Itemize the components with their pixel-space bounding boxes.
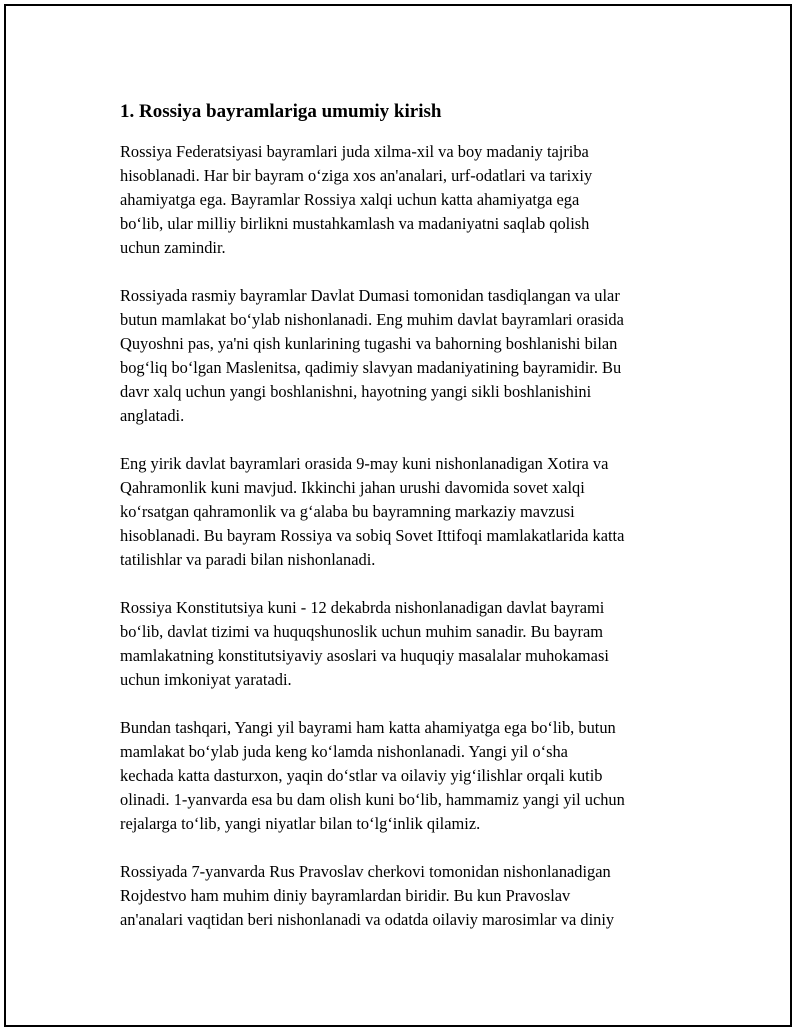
text-line: kechada katta dasturxon, yaqin do‘stlar va oilaviy yig‘ilishlar orqali kutib [120, 766, 603, 785]
text-line: Bundan tashqari, Yangi yil bayrami ham katta ahamiyatga ega bo‘lib, butun [120, 718, 616, 737]
paragraph-1 [120, 140, 700, 260]
text-line: Eng yirik davlat bayramlari orasida 9-may kuni nishonlanadigan Xotira va [120, 454, 609, 473]
text-line: bog‘liq bo‘lgan Maslenitsa, qadimiy slavyan madaniyatining bayramidir. Bu [120, 358, 622, 377]
paragraph-3 [120, 452, 700, 572]
section-heading: 1. Rossiya bayramlariga umumiy kirish [120, 101, 442, 122]
text-line: mamlakat bo‘ylab juda keng ko‘lamda nishonlanadi. Yangi yil o‘sha [120, 742, 568, 761]
text-line: rejalarga to‘lib, yangi niyatlar bilan to‘lg‘inlik qilamiz. [120, 814, 481, 833]
text-line: olinadi. 1-yanvarda esa bu dam olish kuni bo‘lib, hammamiz yangi yil uchun [120, 790, 625, 809]
text-line: bo‘lib, davlat tizimi va huquqshunoslik uchun muhim sanadir. Bu bayram [120, 622, 604, 641]
text-line: hisoblanadi. Bu bayram Rossiya va sobiq Sovet Ittifoqi mamlakatlarida katta [120, 526, 625, 545]
paragraph-4 [120, 596, 700, 692]
text-line: Rossiya Federatsiyasi bayramlari juda xilma-xil va boy madaniy tajriba [120, 142, 589, 161]
text-line: anglatadi. [120, 406, 185, 425]
paragraph-6 [120, 860, 700, 932]
text-line: uchun imkoniyat yaratadi. [120, 670, 292, 689]
paragraph-5 [120, 716, 700, 836]
paragraph-2 [120, 284, 700, 428]
text-line: Rossiya Konstitutsiya kuni - 12 dekabrda nishonlanadigan davlat bayrami [120, 598, 605, 617]
text-line: Rossiyada rasmiy bayramlar Davlat Dumasi tomonidan tasdiqlangan va ular [120, 286, 620, 305]
document-body [120, 100, 700, 956]
text-line: tatilishlar va paradi bilan nishonlanadi. [120, 550, 376, 569]
text-line: butun mamlakat bo‘ylab nishonlanadi. Eng muhim davlat bayramlari orasida [120, 310, 624, 329]
text-line: mamlakatning konstitutsiyaviy asoslari va huquqiy masalalar muhokamasi [120, 646, 609, 665]
text-line: an'analari vaqtidan beri nishonlanadi va odatda oilaviy marosimlar va diniy [120, 910, 615, 929]
text-line: ahamiyatga ega. Bayramlar Rossiya xalqi uchun katta ahamiyatga ega [120, 190, 580, 209]
text-line: hisoblanadi. Har bir bayram o‘ziga xos an'analari, urf-odatlari va tarixiy [120, 166, 593, 185]
text-line: bo‘lib, ular milliy birlikni mustahkamlash va madaniyatni saqlab qolish [120, 214, 590, 233]
text-line: davr xalq uchun yangi boshlanishni, hayotning yangi sikli boshlanishini [120, 382, 592, 401]
text-line: ko‘rsatgan qahramonlik va g‘alaba bu bayramning markaziy mavzusi [120, 502, 575, 521]
page-border [4, 4, 792, 1027]
text-line: uchun zamindir. [120, 238, 226, 257]
text-line: Quyoshni pas, ya'ni qish kunlarining tugashi va bahorning boshlanishi bilan [120, 334, 618, 353]
text-line: Rossiyada 7-yanvarda Rus Pravoslav cherkovi tomonidan nishonlanadigan [120, 862, 611, 881]
text-line: Rojdestvo ham muhim diniy bayramlardan biridir. Bu kun Pravoslav [120, 886, 571, 905]
text-line: Qahramonlik kuni mavjud. Ikkinchi jahan urushi davomida sovet xalqi [120, 478, 585, 497]
